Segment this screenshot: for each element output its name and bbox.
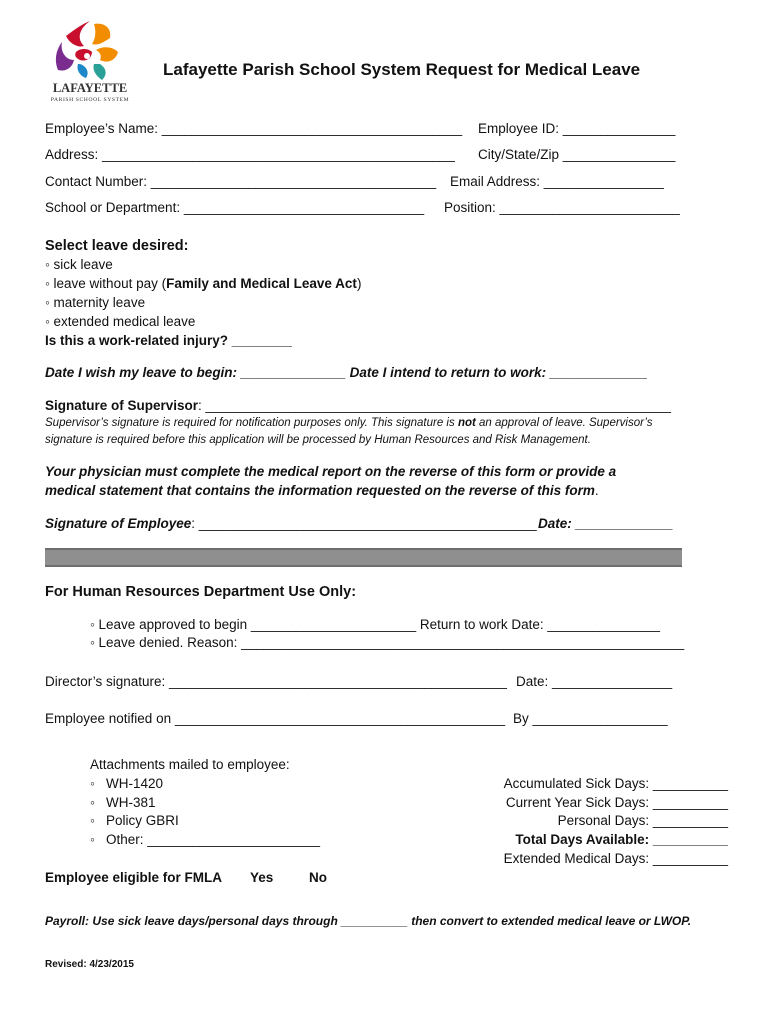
address-field[interactable]: Address: _______________________________________________: [45, 147, 455, 162]
school-department-field[interactable]: School or Department: ________________________________: [45, 200, 425, 215]
attachment-item[interactable]: ◦ Policy GBRI: [90, 813, 179, 828]
supervisor-note-line1: Supervisor’s signature is required for notification purposes only. This signature is not an approval of leave. Supervisor’s: [45, 417, 653, 429]
attachment-item[interactable]: ◦ Other: _______________________: [90, 832, 320, 847]
position-field[interactable]: Position: ________________________: [444, 200, 680, 215]
director-date-field[interactable]: Date: ________________: [516, 674, 673, 689]
leave-dates-field[interactable]: Date I wish my leave to begin: ______________ Date I intend to return to work: _____________: [45, 365, 648, 380]
option-maternity-leave[interactable]: ◦ maternity leave: [45, 295, 146, 310]
employee-notified-field[interactable]: Employee notified on ____________________________________________: [45, 711, 506, 726]
current-year-sick-days-field[interactable]: Current Year Sick Days: __________: [505, 795, 728, 810]
payroll-instruction[interactable]: Payroll: Use sick leave days/personal days through __________ then convert to extended medical leave or LWOP.: [45, 914, 692, 928]
notified-by-field[interactable]: By __________________: [513, 711, 668, 726]
logo-emblem: [56, 21, 118, 80]
supervisor-signature-line: : ______________________________________________________________: [198, 398, 672, 413]
total-days-available-field[interactable]: Total Days Available: __________: [515, 832, 728, 847]
revision-date: Revised: 4/23/2015: [45, 959, 134, 970]
employee-signature-label: Signature of Employee: [45, 516, 192, 531]
option-sick-leave[interactable]: ◦ sick leave: [45, 257, 113, 272]
leave-denied-field[interactable]: ◦ Leave denied. Reason: ___________________________________________________________: [90, 635, 685, 650]
supervisor-signature-field[interactable]: [45, 398, 671, 413]
option-extended-medical-leave[interactable]: ◦ extended medical leave: [45, 314, 196, 329]
leave-approved-field[interactable]: ◦ Leave approved to begin ______________________ Return to work Date: _______________: [90, 617, 661, 632]
physician-note-line2: medical statement that contains the information requested on the reverse of this form.: [45, 483, 599, 498]
employee-id-field[interactable]: Employee ID: _______________: [478, 121, 676, 136]
attachment-item[interactable]: ◦ WH-1420: [90, 776, 164, 791]
city-state-zip-field[interactable]: City/State/Zip _______________: [478, 147, 676, 162]
fmla-yes-option[interactable]: Yes: [250, 870, 274, 885]
logo-wordmark: LAFAYETTE: [52, 81, 128, 95]
hr-heading: For Human Resources Department Use Only:: [45, 584, 357, 600]
attachment-item[interactable]: ◦ WH-381: [90, 795, 156, 810]
section-divider: [45, 548, 682, 567]
personal-days-field[interactable]: Personal Days: __________: [557, 813, 728, 828]
attachments-heading: Attachments mailed to employee:: [90, 757, 290, 772]
employee-signature-field[interactable]: [45, 516, 537, 531]
supervisor-note-line2: signature is required before this application will be processed by Human Resources and Risk Management.: [45, 434, 591, 446]
director-signature-field[interactable]: Director’s signature: _____________________________________________: [45, 674, 507, 689]
contact-number-field[interactable]: Contact Number: ______________________________________: [45, 174, 437, 189]
not-emphasis: not: [457, 417, 476, 429]
fmla-eligibility-label: Employee eligible for FMLA: [45, 870, 223, 885]
employee-signature-line: : _____________________________________________: [191, 516, 537, 531]
accumulated-sick-days-field[interactable]: Accumulated Sick Days: __________: [503, 776, 728, 791]
supervisor-signature-label: Signature of Supervisor: [45, 398, 199, 413]
option-leave-without-pay[interactable]: [45, 276, 361, 291]
lafayette-logo: [40, 16, 140, 106]
extended-medical-days-field[interactable]: Extended Medical Days: __________: [503, 851, 728, 866]
option-label-end: ): [356, 276, 362, 291]
form-title: Lafayette Parish School System Request for Medical Leave: [163, 60, 641, 79]
option-label: ◦ leave without pay (: [45, 276, 167, 291]
work-related-injury-field[interactable]: Is this a work-related injury? ________: [45, 333, 292, 348]
physician-note-line1: Your physician must complete the medical report on the reverse of this form or provide a: [45, 464, 617, 479]
email-address-field[interactable]: Email Address: ________________: [450, 174, 664, 189]
fmla-act-label: Family and Medical Leave Act: [166, 276, 357, 291]
logo-subtitle: PARISH SCHOOL SYSTEM: [50, 97, 130, 103]
fmla-no-option[interactable]: No: [309, 870, 327, 885]
employee-name-field[interactable]: Employee’s Name: ________________________________________: [45, 121, 463, 136]
leave-heading: Select leave desired:: [45, 238, 189, 254]
employee-signature-date-field[interactable]: Date: _____________: [538, 516, 674, 531]
